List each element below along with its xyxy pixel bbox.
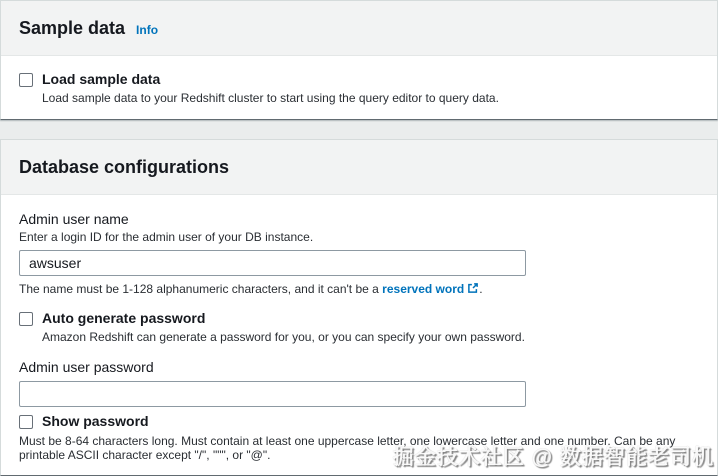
sample-data-section <box>0 0 718 120</box>
sample-data-header <box>1 1 717 56</box>
reserved-word-link-text: reserved word <box>382 282 465 296</box>
external-link-icon <box>467 282 479 294</box>
auto-generate-password-checkbox[interactable] <box>19 312 33 326</box>
hint-text-suffix: . <box>479 282 483 296</box>
hint-text-prefix: The name must be 1-128 alphanumeric characters, and it can't be a <box>19 282 383 296</box>
show-password-label[interactable]: Show password <box>42 413 149 429</box>
auto-generate-password-texts <box>42 310 525 345</box>
load-sample-data-row <box>19 71 699 106</box>
load-sample-data-checkbox[interactable] <box>19 73 33 87</box>
reserved-word-link[interactable] <box>382 282 479 296</box>
admin-user-name-label: Admin user name <box>19 211 129 227</box>
load-sample-data-description: Load sample data to your Redshift cluster to start using the query editor to query data. <box>42 91 499 105</box>
load-sample-data-label[interactable]: Load sample data <box>42 71 161 87</box>
auto-generate-password-label[interactable]: Auto generate password <box>42 310 206 326</box>
show-password-texts <box>42 413 149 430</box>
auto-generate-password-row <box>19 310 699 345</box>
admin-user-name-input[interactable] <box>19 250 526 276</box>
database-configurations-title: Database configurations <box>19 157 230 177</box>
password-constraint-text: Must be 8-64 characters long. Must contain at least one uppercase letter, one lowercase letter and one number. Can be any printable ASCII character except "/", """, or "@". <box>19 434 676 462</box>
show-password-checkbox[interactable] <box>19 415 33 429</box>
admin-user-name-description: Enter a login ID for the admin user of your DB instance. <box>19 230 314 244</box>
info-link[interactable]: Info <box>136 23 159 37</box>
database-configurations-header <box>1 140 717 195</box>
database-configurations-section <box>0 139 718 476</box>
load-sample-data-texts <box>42 71 499 106</box>
auto-generate-password-description: Amazon Redshift can generate a password for you, or you can specify your own password. <box>42 330 525 344</box>
admin-user-name-hint <box>19 281 699 297</box>
database-configurations-body <box>1 195 717 475</box>
watermark: 掘金技术社区 @ 数据智能老司机 <box>392 446 714 469</box>
sample-data-body <box>1 56 717 119</box>
show-password-row <box>19 413 699 430</box>
admin-user-password-label: Admin user password <box>19 359 154 375</box>
admin-user-password-input[interactable] <box>19 381 526 407</box>
sample-data-title: Sample data <box>19 18 126 38</box>
